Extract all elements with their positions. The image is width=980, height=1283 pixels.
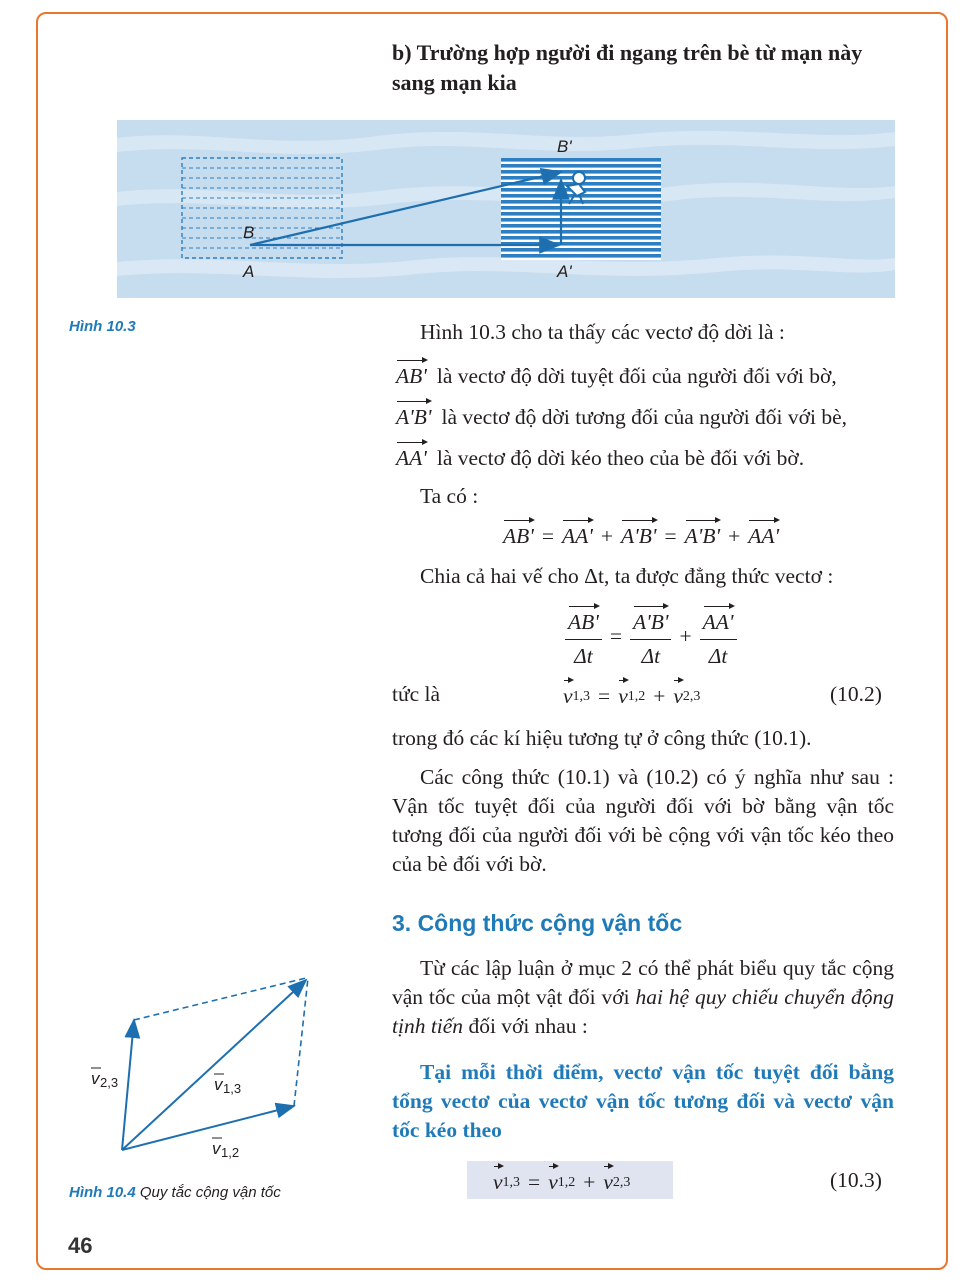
- vector-symbol: AA': [396, 438, 427, 473]
- fraction-3: $\frac{AA'}{\Delta t}$: [700, 602, 737, 671]
- svg-text:1,2: 1,2: [221, 1145, 240, 1160]
- eq1-term-2: A'B': [621, 516, 656, 551]
- equation-number-10-2: (10.2): [830, 682, 882, 706]
- svg-text:2,3: 2,3: [100, 1075, 119, 1090]
- meaning-paragraph: Các công thức (10.1) và (10.2) có ý nghĩa như sau : Vận tốc tuyệt đối của người đối với bờ bằng vận tốc tương đối của người đối với bè cộng với vận tốc kéo theo của bè đối với bờ.: [392, 765, 894, 876]
- addition-rule: Tại mỗi thời điểm, vectơ vận tốc tuyệt đối bằng tổng vectơ của vectơ vận tốc tương đối và vectơ vận tốc kéo theo: [392, 1060, 894, 1142]
- label-B-prime: B': [557, 137, 572, 156]
- eq1-term-3: A'B': [685, 516, 720, 551]
- vector-v23: [122, 1020, 134, 1150]
- vector-symbol: AB': [396, 356, 427, 391]
- section-paragraph: Từ các lập luận ở mục 2 có thể phát biểu quy tắc cộng vận tốc của một vật đối với hai hệ quy chiếu chuyển động tịnh tiến đối với nhau :: [392, 956, 894, 1038]
- definition-text: là vectơ độ dời tương đối của người đối với bè,: [441, 405, 848, 429]
- divide-text: Chia cả hai vế cho Δt, ta được đẳng thức vectơ :: [420, 564, 834, 588]
- page-number: 46: [68, 1233, 93, 1258]
- figure-10-4-caption: Hình 10.4 Quy tắc cộng vận tốc: [69, 1184, 281, 1201]
- label-v12: v: [212, 1139, 221, 1158]
- ta-co-text: Ta có :: [420, 484, 479, 508]
- svg-text:1,3: 1,3: [223, 1081, 242, 1096]
- figure-10-3-caption: Hình 10.3: [69, 318, 136, 335]
- definition-3: [396, 438, 804, 473]
- intro-text: Hình 10.3 cho ta thấy các vectơ độ dời là :: [420, 320, 785, 344]
- definition-2: [396, 397, 847, 432]
- eq1-lhs: AB': [503, 516, 534, 551]
- label-A: A: [243, 262, 255, 281]
- section-title: 3. Công thức cộng vận tốc: [392, 910, 683, 936]
- figure-10-4: [80, 968, 330, 1168]
- equation-10-3: v 1,3 = v 1,2 + v 2,3: [493, 1162, 630, 1197]
- definition-1: [396, 356, 837, 391]
- vector-symbol: A'B': [396, 397, 431, 432]
- figure-10-3: [117, 120, 895, 298]
- eq1-term-1: AA': [562, 516, 593, 551]
- label-v23: v: [91, 1069, 100, 1088]
- eq1-term-4: AA': [748, 516, 779, 551]
- definition-text: là vectơ độ dời tuyệt đối của người đối với bờ,: [436, 364, 837, 388]
- equation-fraction: $\frac{AB'}{\Delta t}$ = $\frac{A'B'}{\Delta t}$ + $\frac{AA'}{\Delta t}$: [565, 602, 737, 671]
- equation-number-10-3: (10.3): [830, 1168, 882, 1192]
- dashed-right: [294, 978, 308, 1106]
- tuc-la-text: tức là: [392, 682, 441, 706]
- dashed-top: [134, 978, 306, 1020]
- definition-text: là vectơ độ dời kéo theo của bè đối với bờ.: [436, 446, 805, 470]
- trong-do-text: trong đó các kí hiệu tương tự ở công thức (10.1).: [392, 726, 812, 750]
- label-A-prime: A': [557, 262, 572, 281]
- equation-10-2: v 1,3 = v 1,2 + v 2,3: [563, 676, 700, 711]
- subheading: b) Trường hợp người đi ngang trên bè từ mạn này sang mạn kia: [392, 40, 863, 95]
- label-B: B: [243, 223, 255, 242]
- vector-v13: [122, 980, 306, 1150]
- fraction-2: $\frac{A'B'}{\Delta t}$: [630, 602, 671, 671]
- fraction-1: $\frac{AB'}{\Delta t}$: [565, 602, 602, 671]
- label-v13: v: [214, 1075, 223, 1094]
- vector-v12: [122, 1106, 294, 1150]
- equation-1: AB' = AA' + A'B' = A'B' + AA': [503, 516, 779, 551]
